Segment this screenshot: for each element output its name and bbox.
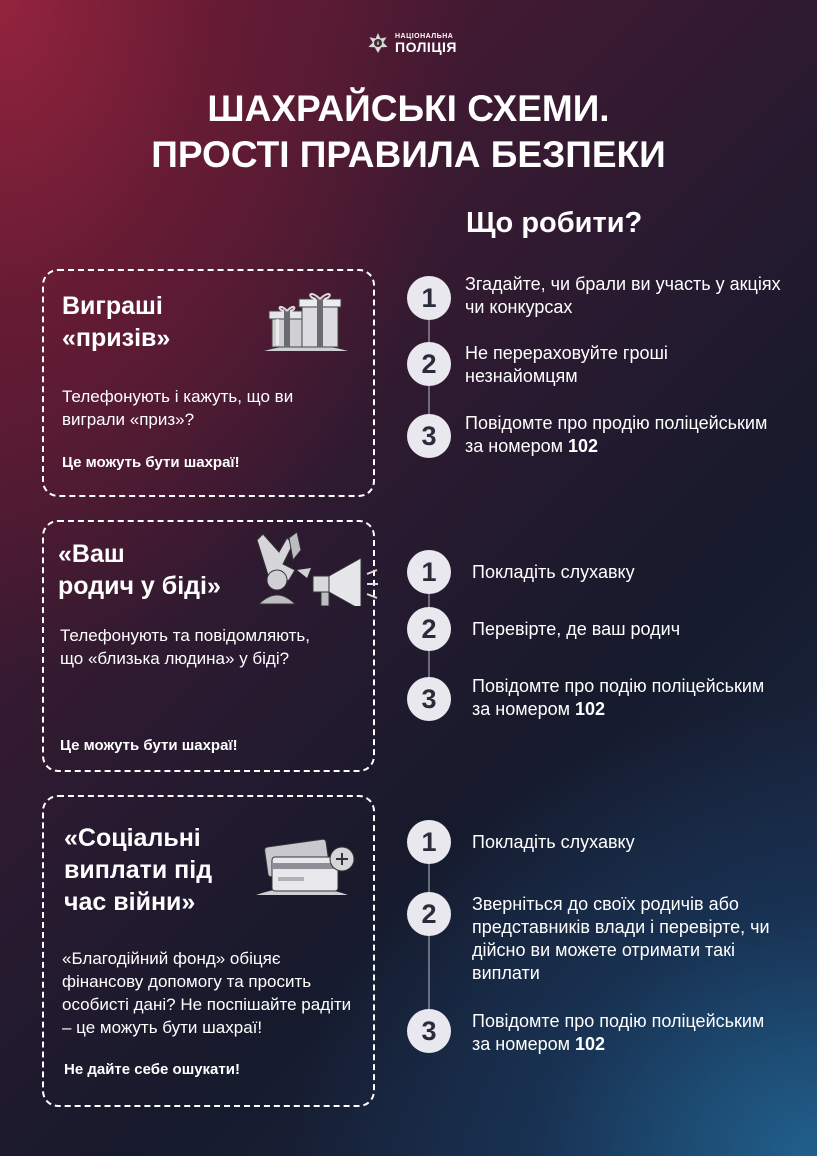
steps-connector xyxy=(428,842,430,1032)
step-text: Перевірте, де ваш родич xyxy=(472,619,681,639)
step-number: 2 xyxy=(407,342,451,386)
step-text: Покладіть слухавку xyxy=(472,562,635,582)
scheme-title: «Соціальні виплати під час війни» xyxy=(64,824,213,916)
step-text: Повідомте про продію поліцейським за номером 102 xyxy=(465,413,768,456)
scheme-card-relative xyxy=(42,520,375,772)
scheme-warning: Це можуть бути шахраї! xyxy=(60,737,238,754)
police-star-icon xyxy=(367,32,389,54)
scheme-card-prizes xyxy=(42,269,375,497)
step-text: Повідомте про подію поліцейським за номером 102 xyxy=(472,1011,765,1054)
scheme-description: Телефонують і кажуть, що ви виграли «приз»? xyxy=(62,387,294,429)
gift-boxes-icon xyxy=(262,291,350,353)
scheme-warning: Це можуть бути шахраї! xyxy=(62,454,240,471)
scheme-warning: Не дайте себе ошукати! xyxy=(64,1061,240,1078)
step-number: 2 xyxy=(407,607,451,651)
step-text: Згадайте, чи брали ви участь у акціях чи конкурсах xyxy=(465,274,781,317)
payment-cards-icon xyxy=(252,835,362,897)
title-line1: ШАХРАЙСЬКІ СХЕМИ. xyxy=(207,88,610,129)
step-text: Не перераховуйте гроші незнайомцям xyxy=(465,343,668,386)
step-number: 1 xyxy=(407,276,451,320)
step-number: 3 xyxy=(407,414,451,458)
police-number: 102 xyxy=(575,1034,606,1054)
scheme-title: «Ваш родич у біді» xyxy=(58,540,221,600)
police-number: 102 xyxy=(575,699,606,719)
step-text: Повідомте про подію поліцейським за номером 102 xyxy=(472,676,765,719)
title-line2: ПРОСТІ ПРАВИЛА БЕЗПЕКИ xyxy=(151,134,666,175)
step-number: 1 xyxy=(407,820,451,864)
scheme-description: Телефонують та повідомляють, що «близька людина» у біді? xyxy=(60,626,310,668)
scheme-card-social-payments xyxy=(42,795,375,1107)
scheme-title: Виграші «призів» xyxy=(62,292,171,352)
police-number: 102 xyxy=(568,436,599,456)
page-title xyxy=(0,86,817,178)
logo-line1: НАЦІОНАЛЬНА xyxy=(395,32,454,40)
police-logo xyxy=(367,32,457,54)
step-text: Покладіть слухавку xyxy=(472,832,635,852)
page-edge xyxy=(817,0,828,1168)
step-text: Зверніться до своїх родичів або представників влади і перевірте, чи дійсно ви можете отримати такі виплати xyxy=(472,894,770,983)
logo-line2: ПОЛІЦІЯ xyxy=(395,38,457,55)
what-to-do-heading: Що робити? xyxy=(466,207,643,239)
scheme-description: «Благодійний фонд» обіцяє фінансову допомогу та просить особисті дані? Не поспішайте радіти – це можуть бути шахраї! xyxy=(62,949,352,1037)
step-number: 3 xyxy=(407,1009,451,1053)
distress-megaphone-icon xyxy=(249,530,379,606)
step-number: 1 xyxy=(407,550,451,594)
step-number: 2 xyxy=(407,892,451,936)
step-number: 3 xyxy=(407,677,451,721)
